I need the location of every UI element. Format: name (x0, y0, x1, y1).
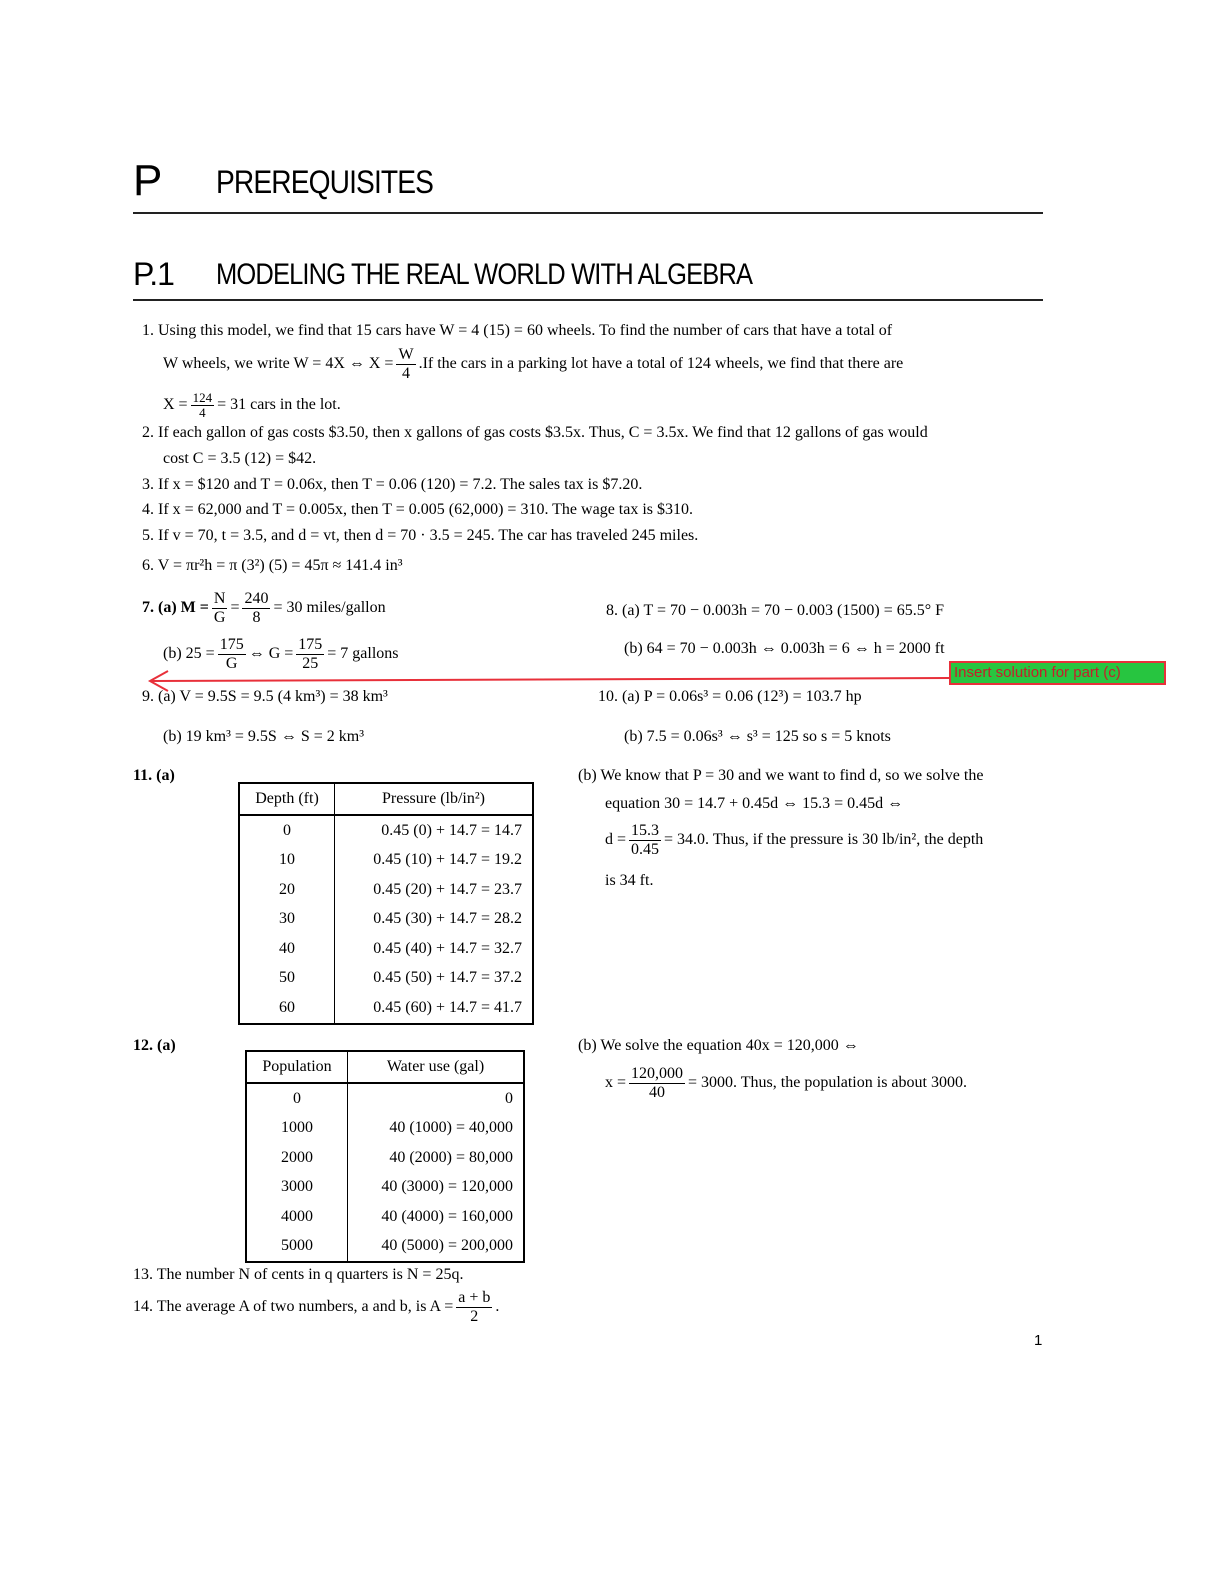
table-row: 4000 40 (4000) = 160,000 (246, 1202, 524, 1232)
problem-10b: (b) 7.5 = 0.06s³ ⇔ s³ = 125 so s = 5 knots (624, 728, 891, 745)
problem-11b-line-4: is 34 ft. (605, 872, 654, 889)
problem-7b: (b) 25 = $\frac{175}{G}$ ⇔ G = $\frac{175}{25}$ = 7 gallons (163, 636, 399, 672)
problem-1-line-3: X = $\frac{124}{4}$ = 31 cars in the lot. (163, 390, 341, 420)
table-row: 3000 40 (3000) = 120,000 (246, 1173, 524, 1203)
chapter-title: PREREQUISITES (216, 164, 434, 200)
problem-14: 14. The average A of two numbers, a and b, is A = $\frac{a + b}{2}$ . (133, 1289, 500, 1325)
problem-2-line-1: 2. If each gallon of gas costs $3.50, then x gallons of gas costs $3.5x. Thus, C = 3.5x. We find that 12 gallons of gas would (142, 424, 928, 441)
chapter-letter: P (133, 156, 163, 205)
problem-1-line-2: W wheels, we write W = 4X ⇔ X = $\frac{W}{4}$ .If the cars in a parking lot have a total of 124 wheels, we find that there are (163, 346, 904, 382)
table-row: 10 0.45 (10) + 14.7 = 19.2 (239, 846, 533, 876)
table-row: 20 0.45 (20) + 14.7 = 23.7 (239, 875, 533, 905)
problem-12a-label: 12. (a) (133, 1037, 176, 1054)
problem-2-line-2: cost C = 3.5 (12) = $42. (163, 450, 317, 467)
table-row: 50 0.45 (50) + 14.7 = 37.2 (239, 964, 533, 994)
problem-11b-line-1: (b) We know that P = 30 and we want to find d, so we solve the (578, 767, 984, 784)
annotation-callout[interactable]: Insert solution for part (c) (949, 661, 1166, 685)
problem-11b-line-3: d = $\frac{15.3}{0.45}$ = 34.0. Thus, if the pressure is 30 lb/in², the depth (605, 822, 984, 858)
table-row: 40 0.45 (40) + 14.7 = 32.7 (239, 934, 533, 964)
problem-8b: (b) 64 = 70 − 0.003h ⇔ 0.003h = 6 ⇔ h = 2000 ft (624, 640, 945, 657)
problem-8a: 8. (a) T = 70 − 0.003h = 70 − 0.003 (1500) = 65.5° F (606, 602, 945, 619)
table-row: 30 0.45 (30) + 14.7 = 28.2 (239, 905, 533, 935)
table-header: Water use (gal) (348, 1051, 525, 1083)
problem-7a: 7. (a) M = $\frac{N}{G}$ = $\frac{240}{8}$ = 30 miles/gallon (142, 590, 386, 626)
table-row: 0 0 (246, 1083, 524, 1114)
problem-1-line-1: 1. Using this model, we find that 15 cars have W = 4 (15) = 60 wheels. To find the number of cars that have a total of (142, 322, 893, 339)
table-row: 5000 40 (5000) = 200,000 (246, 1232, 524, 1263)
problem-13: 13. The number N of cents in q quarters is N = 25q. (133, 1266, 464, 1283)
problem-9a: 9. (a) V = 9.5S = 9.5 (4 km³) = 38 km³ (142, 688, 388, 705)
problem-5: 5. If v = 70, t = 3.5, and d = vt, then d = 70 · 3.5 = 245. The car has traveled 245 miles. (142, 527, 699, 544)
table-row: 0 0.45 (0) + 14.7 = 14.7 (239, 815, 533, 846)
table-row: 60 0.45 (60) + 14.7 = 41.7 (239, 993, 533, 1024)
page-number: 1 (1034, 1332, 1043, 1349)
population-water-table (245, 1050, 525, 1263)
problem-3: 3. If x = $120 and T = 0.06x, then T = 0.06 (120) = 7.2. The sales tax is $7.20. (142, 476, 643, 493)
problem-4: 4. If x = 62,000 and T = 0.005x, then T = 0.005 (62,000) = 310. The wage tax is $310. (142, 501, 694, 518)
table-header: Pressure (lb/in²) (335, 783, 534, 815)
problem-11a-label: 11. (a) (133, 767, 175, 784)
problem-11b-line-2: equation 30 = 14.7 + 0.45d ⇔ 15.3 = 0.45d ⇔ (605, 795, 904, 812)
problem-10a: 10. (a) P = 0.06s³ = 0.06 (12³) = 103.7 hp (598, 688, 862, 705)
table-row: 2000 40 (2000) = 80,000 (246, 1143, 524, 1173)
table-row: 1000 40 (1000) = 40,000 (246, 1114, 524, 1144)
problem-12b-line-1: (b) We solve the equation 40x = 120,000 ⇔ (578, 1037, 859, 1054)
table-header: Population (246, 1051, 348, 1083)
problem-9b: (b) 19 km³ = 9.5S ⇔ S = 2 km³ (163, 728, 364, 745)
section-title: MODELING THE REAL WORLD WITH ALGEBRA (216, 258, 753, 291)
problem-12b-line-2: x = $\frac{120,000}{40}$ = 3000. Thus, the population is about 3000. (605, 1065, 967, 1101)
problem-6: 6. V = πr²h = π (3²) (5) = 45π ≈ 141.4 in³ (142, 557, 403, 574)
section-number: P.1 (133, 256, 174, 292)
table-header: Depth (ft) (239, 783, 335, 815)
depth-pressure-table (238, 782, 534, 1025)
